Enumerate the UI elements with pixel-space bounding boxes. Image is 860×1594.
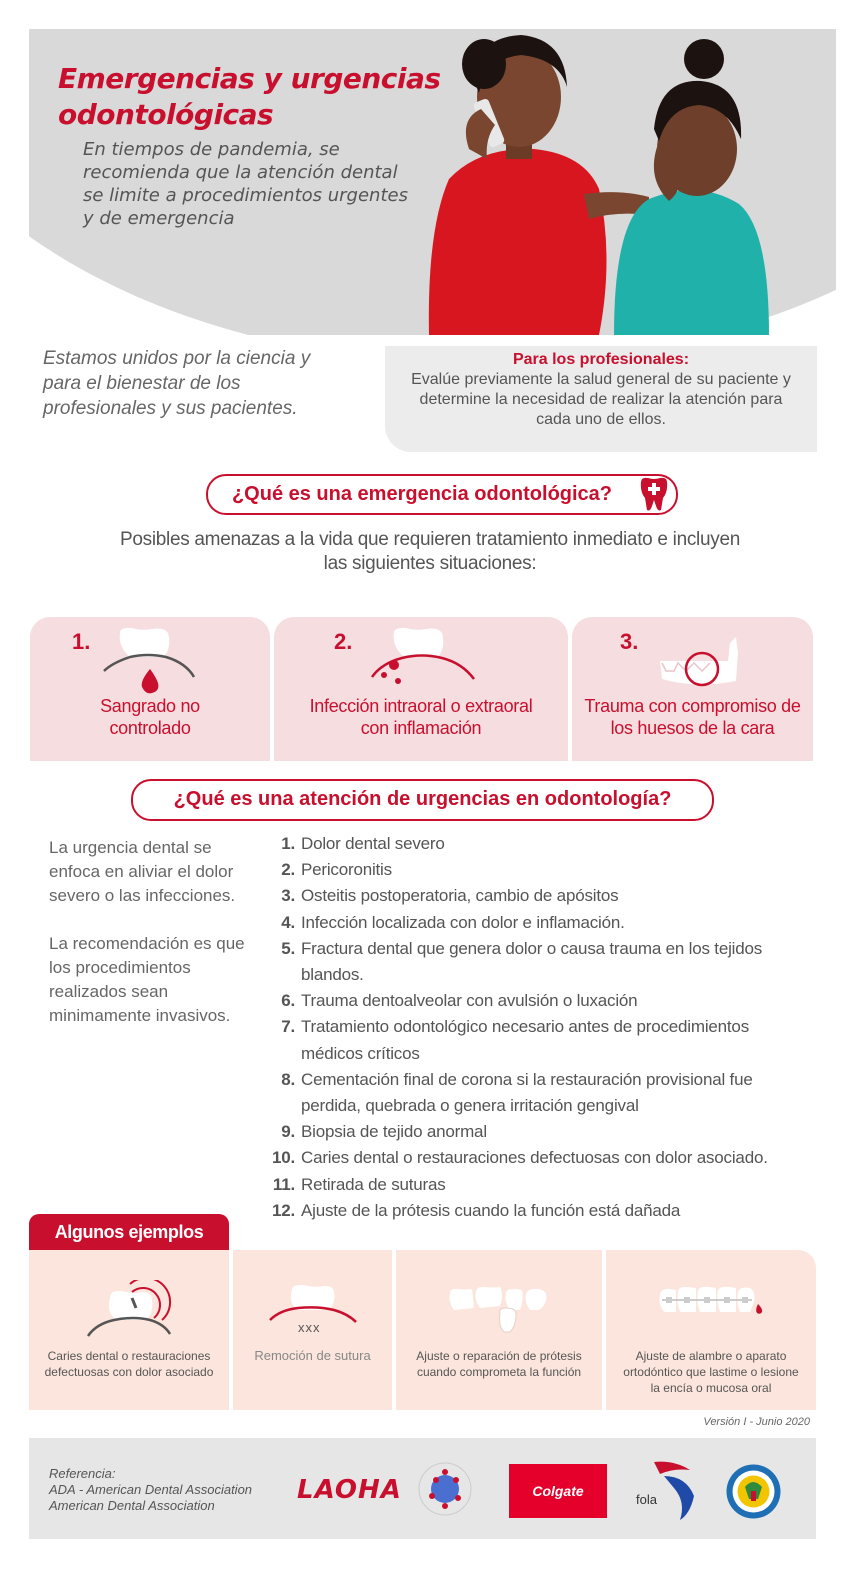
fola-logo — [634, 1460, 704, 1522]
hero-photo-mother-daughter — [409, 29, 836, 335]
reference-title: Referencia: — [49, 1466, 116, 1481]
fola-logo-text: fola — [636, 1492, 657, 1507]
urgency-heading — [131, 779, 714, 821]
list-item-text: Pericoronitis — [301, 860, 392, 880]
colgate-logo: Colgate — [509, 1464, 607, 1518]
list-item-text: Caries dental o restauraciones defectuosas con dolor asociado. — [301, 1148, 768, 1168]
list-item-number: 6. — [281, 991, 295, 1011]
list-item-text: Retirada de suturas — [301, 1174, 446, 1194]
prosthesis-icon — [444, 1280, 554, 1340]
urgency-heading-text: ¿Qué es una atención de urgencias en odontología? — [173, 788, 672, 810]
list-item — [270, 857, 815, 883]
list-item — [270, 831, 815, 857]
list-item — [270, 1145, 815, 1171]
urgency-list — [270, 831, 815, 1224]
cohi-network-logo — [414, 1456, 476, 1522]
list-item-number: 9. — [281, 1122, 295, 1142]
example-panel-4 — [606, 1250, 816, 1410]
example-label: Ajuste o reparación de prótesis cuando comprometa la función — [416, 1349, 582, 1379]
list-item-text: Infección localizada con dolor e inflamación. — [301, 912, 625, 932]
jaw-trauma-icon — [656, 625, 746, 703]
infected-tooth-icon — [370, 625, 480, 703]
card-number: 1. — [72, 629, 91, 654]
list-item-number: 4. — [281, 912, 295, 932]
card-label: Sangrado no controlado — [100, 696, 200, 738]
card-label: Infección intraoral o extraoral con inflamación — [309, 696, 533, 738]
list-item-number: 10. — [271, 1148, 295, 1168]
braces-icon — [656, 1280, 766, 1340]
example-panel-1 — [29, 1250, 229, 1410]
list-item-number: 8. — [281, 1069, 295, 1089]
card-number: 2. — [334, 629, 353, 654]
suture-icon — [268, 1280, 358, 1340]
footer — [29, 1438, 816, 1539]
example-label: Remoción de sutura — [254, 1348, 371, 1363]
emergency-heading — [206, 474, 678, 515]
list-item-number: 5. — [281, 938, 295, 958]
list-item-text: Dolor dental severo — [301, 834, 445, 853]
list-item-number: 2. — [281, 860, 295, 880]
page-subtitle: En tiempos de pandemia, se recomienda que la atención dental se limite a procedimientos urgentes y de emergencia — [83, 139, 408, 229]
card-number: 3. — [620, 629, 639, 654]
list-item-text: Osteitis postoperatoria, cambio de apósitos — [301, 886, 619, 906]
list-item-text: Cementación final de corona si la restauración provisional fue perdida, quebrada o genera irritación gengival — [301, 1069, 753, 1116]
emergency-card-1 — [30, 617, 270, 761]
list-item-text: Ajuste de la prótesis cuando la función está dañada — [301, 1200, 681, 1220]
list-item — [270, 1119, 815, 1145]
emergency-card-2 — [274, 617, 568, 761]
list-item-number: 7. — [281, 1017, 295, 1037]
examples-tab: Algunos ejemplos — [29, 1214, 229, 1251]
list-item-text: Trauma dentoalveolar con avulsión o luxación — [301, 991, 638, 1011]
reference-line-1: ADA - American Dental Association — [49, 1482, 253, 1497]
list-item-text: Tratamiento odontológico necesario antes de procedimientos médicos críticos — [301, 1017, 749, 1063]
list-item — [270, 883, 815, 909]
svg-text:xxx: xxx — [297, 1320, 320, 1335]
list-item-text: Biopsia de tejido anormal — [301, 1122, 487, 1142]
version-label: Versión I - Junio 2020 — [703, 1416, 810, 1428]
professionals-box — [385, 346, 817, 452]
painful-tooth-icon — [84, 1280, 174, 1340]
list-item — [270, 936, 815, 988]
laoha-logo: LAOHA — [297, 1475, 402, 1505]
example-label: Ajuste de alambre o aparato ortodóntico que lastime o lesione la encía o mucosa oral — [623, 1349, 799, 1395]
list-item — [270, 1198, 815, 1224]
list-item-number: 12. — [271, 1200, 295, 1220]
dental-seal-logo — [725, 1463, 782, 1520]
list-item — [270, 910, 815, 936]
professionals-text: Evalúe previamente la salud general de su paciente y determine la necesidad de realizar la atención para cada uno de ellos. — [411, 371, 791, 428]
card-label: Trauma con compromiso de los huesos de la cara — [584, 696, 801, 738]
list-item — [270, 1172, 815, 1198]
urgency-description — [49, 836, 264, 1028]
reference-block — [49, 1466, 252, 1514]
list-item-number: 1. — [281, 834, 295, 853]
example-panel-2 — [233, 1250, 392, 1410]
reference-line-2: American Dental Association — [49, 1498, 215, 1513]
hero-banner — [29, 29, 836, 335]
emergency-heading-text: ¿Qué es una emergencia odontológica? — [231, 483, 613, 505]
unity-statement: Estamos unidos por la ciencia y para el bienestar de los profesionales y sus pacientes. — [43, 348, 311, 419]
professionals-title: Para los profesionales: — [512, 351, 690, 368]
list-item-number: 3. — [281, 886, 295, 906]
urgency-paragraph-2: La recomendación es que los procedimientos realizados sean minimamente invasivos. — [49, 934, 245, 1025]
example-label: Caries dental o restauraciones defectuosas con dolor asociado — [44, 1349, 214, 1379]
tooth-cross-icon — [638, 476, 670, 512]
bleeding-tooth-icon — [102, 625, 202, 703]
example-panel-3 — [396, 1250, 602, 1410]
list-item — [270, 988, 815, 1014]
page-title: Emergencias y urgencias odontológicas — [58, 62, 441, 131]
list-item — [270, 1014, 815, 1066]
emergency-card-3 — [572, 617, 813, 761]
list-item — [270, 1067, 815, 1119]
urgency-paragraph-1: La urgencia dental se enfoca en aliviar el dolor severo o las infecciones. — [49, 838, 236, 905]
list-item-number: 11. — [272, 1174, 295, 1194]
list-item-text: Fractura dental que genera dolor o causa trauma en los tejidos blandos. — [301, 938, 763, 985]
emergency-intro: Posibles amenazas a la vida que requieren tratamiento inmediato e incluyen las siguientes situaciones: — [120, 529, 740, 574]
